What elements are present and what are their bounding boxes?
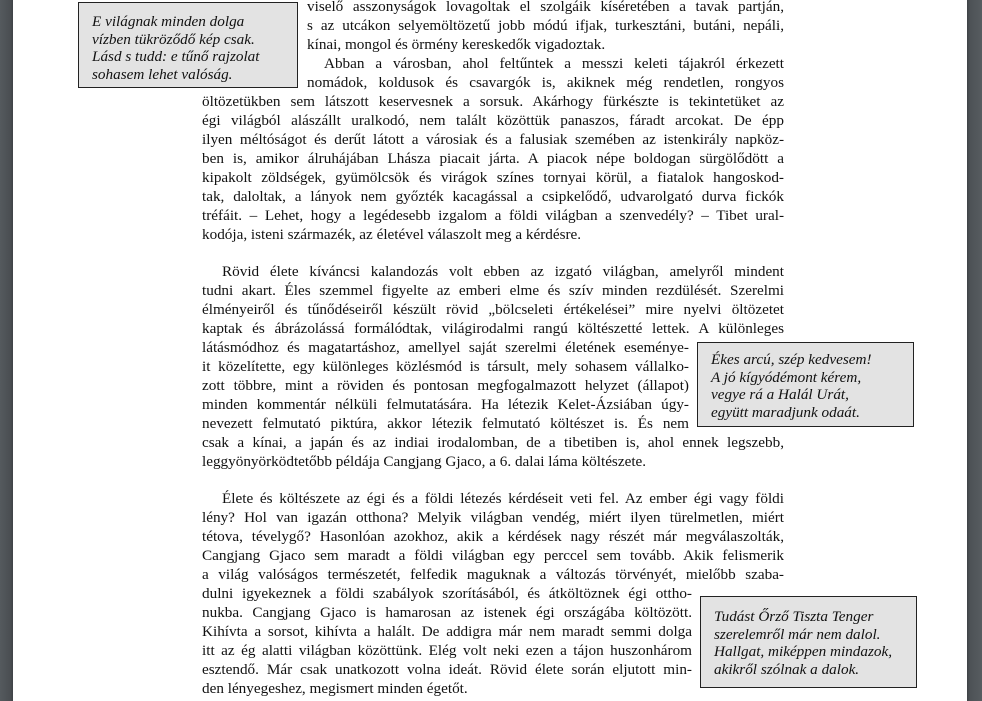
text-line: kodója, isteni származék, az életével válaszolt meg a kérdésre.: [202, 226, 582, 243]
poem-line: vegye rá a Halál Urát,: [711, 386, 849, 404]
text-line: öltözetükben sem látszott keservesnek a sorsuk. Akárhogy fürkészte is tekintetüket az: [202, 93, 784, 110]
text-line: kínai, mongol és örmény kereskedők vigadoztak.: [307, 36, 606, 53]
text-line: kaptak és ábrázolássá formálódtak, világirodalmi rangú költészetté lettek. A különleges: [202, 320, 784, 337]
sidebar-poem-2: [697, 342, 914, 427]
text-line: kipakolt zöldségek, gyümölcsök és virágok színes tornyai körül, a fiatalok hangoskod-: [202, 169, 784, 186]
sidebar-poem-3: [700, 596, 917, 688]
text-line: Élete és költészete az égi és a földi létezés kérdéseit veti fel. Az ember égi vagy földi: [222, 490, 784, 507]
text-line: tak, daloltak, a lányok nem győzték kacagással a csipkelődő, udvarolgató durva fickók: [202, 188, 784, 205]
text-line: lény? Hol van igazán otthona? Melyik világban vendég, miért ilyen türelmetlen, miért: [202, 509, 784, 526]
text-line: tétova, tévelygő? Hasonlóan azokhoz, akik a kérdések nagy részét már megválaszolták,: [202, 528, 784, 545]
text-line: it közelítette, egy különleges közlésmód is társult, mely sohasem vállalko-: [202, 358, 689, 375]
text-line: Kihívta a sorsot, kihívta a halált. De addigra már nem maradt semmi dolga: [202, 623, 692, 640]
viewer-scrollbar-track[interactable]: [967, 0, 982, 701]
text-line: nomádok, koldusok és csavargók is, akiknek még rendetlen, rongyos: [307, 74, 784, 91]
poem-line: Hallgat, miképpen mindazok,: [714, 643, 893, 661]
text-line: égi világból alászállt uralkodó, nem talált közöttük panaszos, fáradt arcokat. De épp: [202, 112, 784, 129]
document-page: [13, 0, 967, 701]
viewer-left-margin: [0, 0, 13, 701]
text-line: leggyönyörködtetőbb példája Cangjang Gjaco, a 6. dalai láma költészete.: [202, 453, 647, 470]
text-line: minden kommentár nélküli felmutatására. Ha létezik Kelet-Ázsiában úgy-: [202, 396, 689, 413]
text-line: élményeiről és tűnődéseiről készült rövid „bölcseleti értékelései” mire nyelvi öltözetet: [202, 301, 784, 318]
text-line: zott többre, mint a röviden és pontosan megfogalmazott helyzet (állapot): [202, 377, 689, 394]
text-line: nukba. Cangjang Gjaco is hamarosan az istenek égi országába költözött.: [202, 604, 692, 621]
text-line: den lényegeshez, megismert minden égetőt.: [202, 680, 468, 697]
text-line: látásmódhoz és magatartáshoz, amellyel saját szerelmi életének eseménye-: [202, 339, 689, 356]
poem-line: szerelemről már nem dalol.: [714, 625, 881, 643]
text-line: tréfáit. – Lehet, hogy a legédesebb izgalom a földi világban a szenvedély? – Tibet ural-: [202, 207, 784, 224]
poem-line: vízben tükröződő kép csak.: [92, 30, 255, 48]
poem-line: Tudást Őrző Tiszta Tenger: [714, 608, 874, 625]
text-line: dulni igyekeznek a földi szabályok szorításából, és átköltöznek égi ottho-: [202, 585, 692, 602]
poem-line: akikről szólnak a dalok.: [714, 660, 860, 678]
text-line: Cangjang Gjaco sem maradt a földi világban egy perccel sem tovább. Akik felismerik: [202, 547, 784, 564]
poem-line: A jó kígyódémont kérem,: [711, 368, 862, 386]
text-line: tudni akart. Éles szemmel figyelte az emberi elme és szív minden rezdülését. Szerelmi: [202, 282, 784, 299]
poem-line: sohasem lehet valóság.: [92, 65, 233, 83]
text-line: Abban a városban, ahol feltűntek a messzi keleti tájakról érkezett: [324, 55, 784, 72]
text-line: ilyen méltóságot és derűt látott a városiak és a falusiak szemében az istenkirály napköz-: [202, 131, 784, 148]
poem-line: E világnak minden dolga: [92, 13, 245, 30]
text-line: itt az ég alatti világban közöttünk. Elég volt neki ezen a tájon huszonhárom: [202, 642, 692, 659]
text-line: nevezett felmutató piktúra, akkor létezik felmutató költészet is. És nem: [202, 415, 689, 432]
poem-line: Ékes arcú, szép kedvesem!: [711, 351, 872, 368]
poem-line: Lásd s tudd: e tűnő rajzolat: [92, 48, 260, 66]
text-line: viselő asszonyságok lovagoltak el szolgáik kíséretében a tavak partján,: [307, 0, 784, 15]
text-line: esztendő. Már csak unatkozott volna ideát. Rövid élete során eljutott min-: [202, 661, 692, 678]
text-line: ben is, amikor álruhájában Lhásza piacait járta. A piacok népe boldogan sürgölődött a: [202, 150, 784, 167]
poem-line: együtt maradjunk odaát.: [711, 403, 860, 421]
sidebar-poem-1: [78, 2, 298, 88]
text-line: csak a kínai, a japán és az indiai irodalomban, de a tibetiben is, ahol ennek legszebb,: [202, 434, 784, 451]
text-line: s az utcákon selyemöltözetű jobb módú ifjak, turkesztáni, butáni, nepáli,: [307, 17, 784, 34]
text-line: Rövid élete kíváncsi kalandozás volt ebben az izgató világban, amelyről mindent: [222, 263, 784, 280]
text-line: a világ valóságos természetét, felfedik maguknak a változás törvényét, mielőbb szaba-: [202, 566, 784, 583]
